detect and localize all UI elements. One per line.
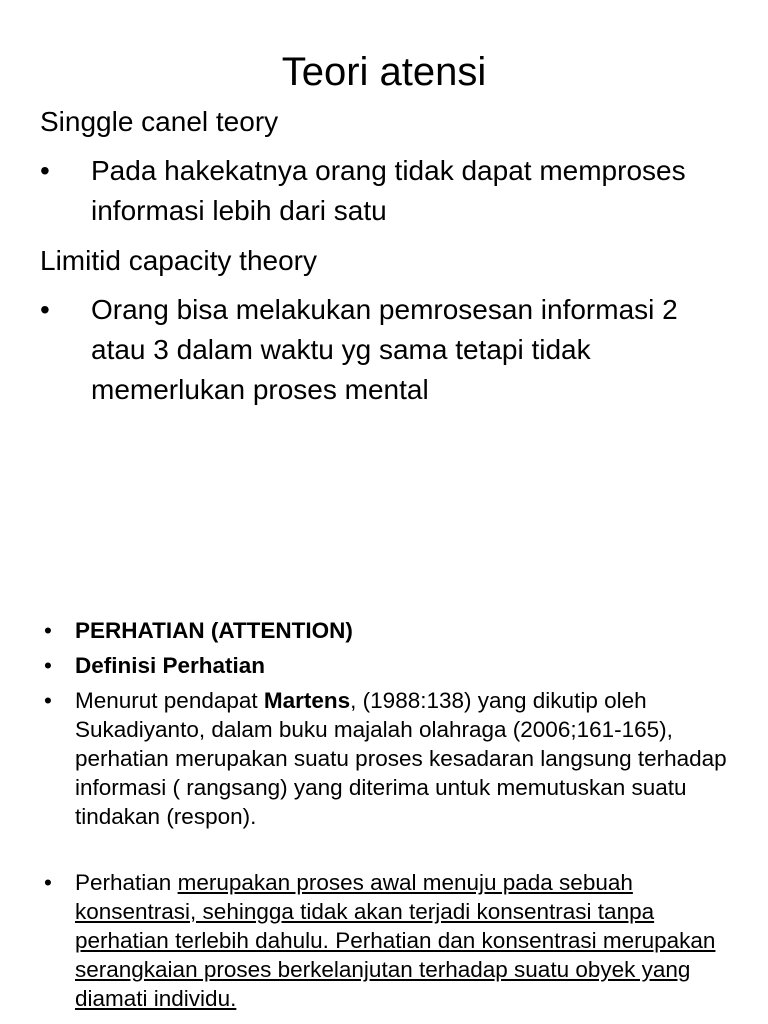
underlined-text: merupakan proses awal menuju pada sebuah konsentrasi, sehingga tidak akan terjadi konsentrasi tanpa perhatian terlebih dahulu. Perhatian dan konsentrasi merupakan serangkaian proses berkelanjutan terhadap suatu obyek yang diamati individu. [75, 870, 716, 1011]
bullet-icon: • [44, 653, 52, 678]
text-prefix: Menurut pendapat [75, 688, 264, 713]
text-prefix: Perhatian [75, 870, 178, 895]
bullet-text: Orang bisa melakukan pemrosesan informasi 2 atau 3 dalam waktu yg sama tetapi tidak memerlukan proses mental [91, 294, 678, 405]
bullet-text: PERHATIAN (ATTENTION) [75, 618, 353, 643]
bullet-icon: • [40, 294, 50, 325]
heading-limited-capacity: Limitid capacity theory [40, 245, 318, 276]
text-rest: , (1988:138) yang dikutip oleh Sukadiyanto, dalam buku majalah olahraga (2006;161-165), perhatian merupakan suatu proses kesadaran langsung terhadap informasi ( rangsang) yang diterima untuk memutuskan suatu tindakan (respon). [75, 688, 727, 829]
bullet-icon: • [44, 618, 52, 643]
bullet-text: Definisi Perhatian [75, 653, 266, 678]
bullet-text [75, 686, 735, 831]
bullet-text: Pada hakekatnya orang tidak dapat memproses informasi lebih dari satu [91, 155, 686, 226]
slide-2 [0, 600, 768, 1024]
author-name: Martens [263, 688, 351, 713]
bullet-icon: • [40, 155, 50, 186]
slide-title: Teori atensi [281, 50, 487, 94]
bullet-text [75, 868, 735, 1013]
bullet-icon: • [44, 870, 52, 895]
heading-single-channel: Singgle canel teory [40, 106, 279, 137]
bullet-icon: • [44, 688, 52, 713]
